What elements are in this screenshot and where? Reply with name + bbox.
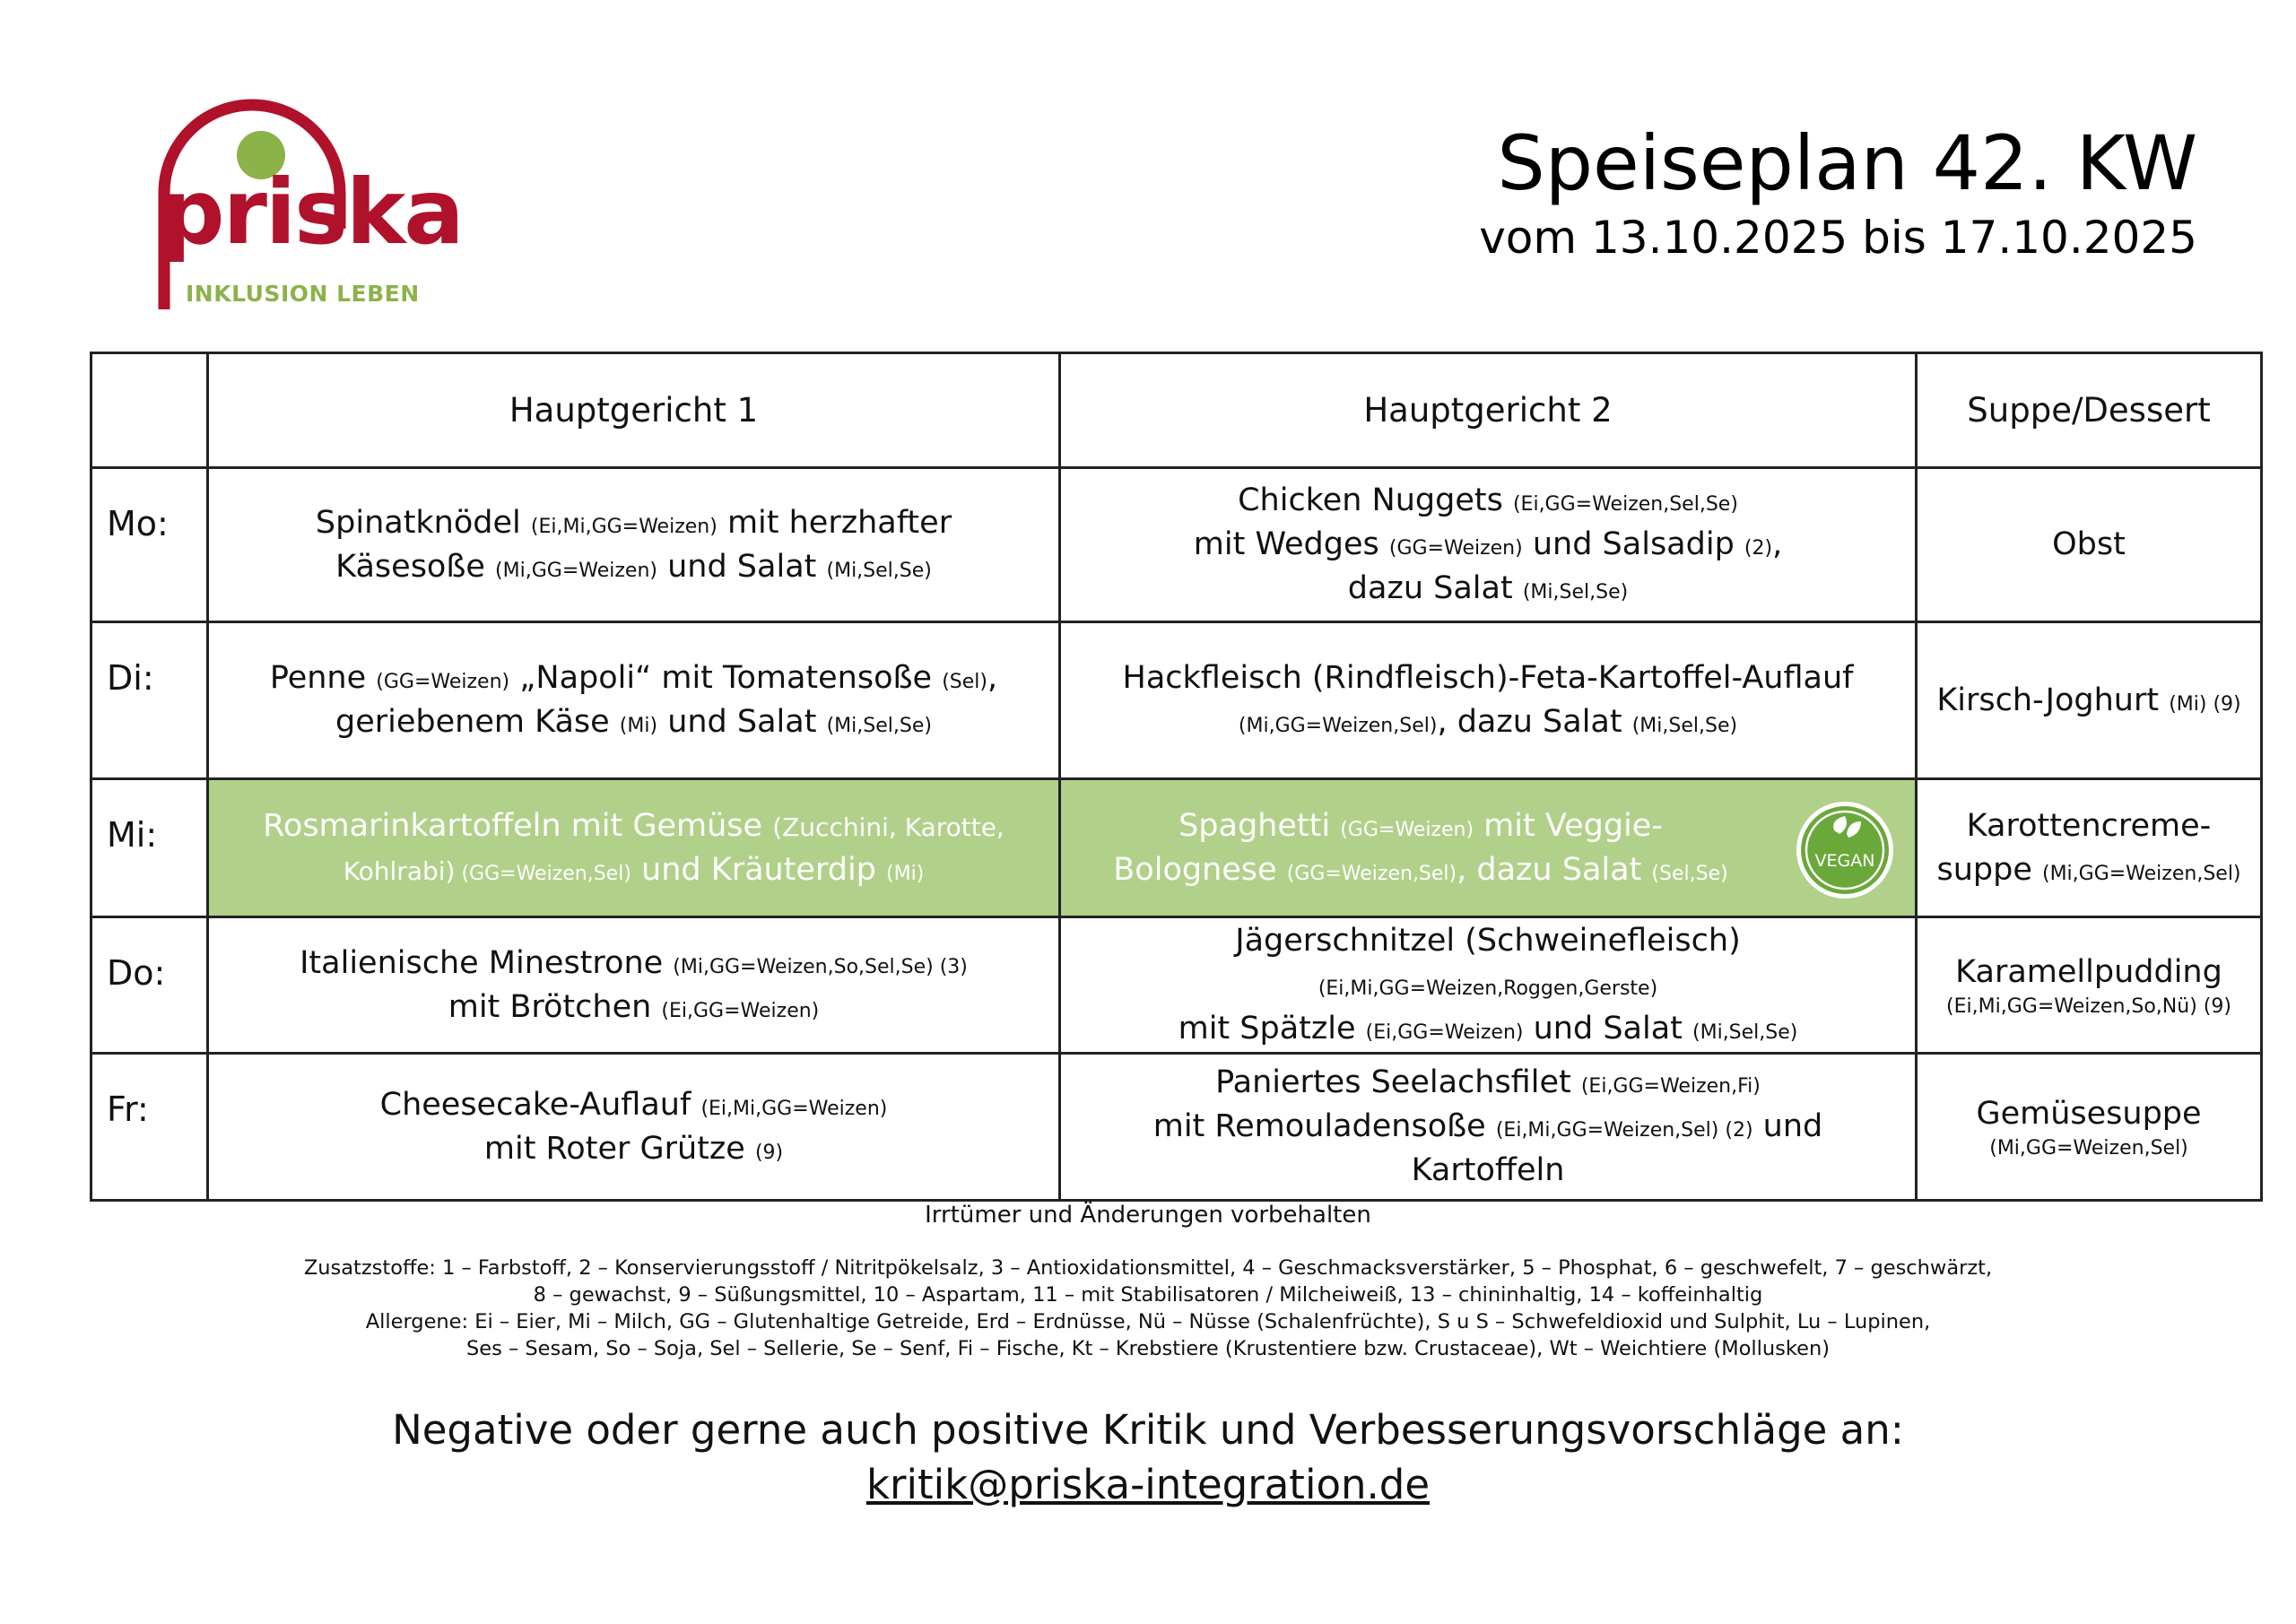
dish-line <box>1930 1092 2248 1136</box>
legend-line: 8 – gewachst, 9 – Süßungsmittel, 10 – Aspartam, 11 – mit Stabilisatoren / Milcheiweiß, 13 – chininhaltig, 14 – koffeinhaltig <box>533 1282 1763 1307</box>
date-range: vom 13.10.2025 bis 17.10.2025 <box>1479 212 2197 264</box>
main1-cell <box>208 1054 1060 1201</box>
day-label: Fr: <box>91 1054 208 1201</box>
dish-line <box>1930 848 2248 892</box>
allergen-note: (Ei,Mi,GG=Weizen,Sel) (2) <box>1495 1119 1753 1142</box>
dish-line <box>222 942 1046 986</box>
dish-text: (Zucchini, Karotte, <box>772 812 1004 842</box>
feedback-text: Negative oder gerne auch positive Kritik und Verbesserungsvorschläge an: <box>392 1406 1904 1454</box>
main1-cell-highlighted <box>208 779 1060 917</box>
dish-text: Spaghetti <box>1178 807 1341 844</box>
dish-line <box>222 804 1046 848</box>
additives-allergens-legend <box>233 1255 2063 1363</box>
col-header-main1: Hauptgericht 1 <box>208 353 1060 468</box>
legend-line: Allergene: Ei – Eier, Mi – Milch, GG – Glutenhaltige Getreide, Erd – Erdnüsse, Nü – Nüsse (Schalenfrüchte), S u S – Schwefeldioxid und Sulphit, Lu – Lupinen, <box>365 1309 1931 1333</box>
dish-text: und Kartoffeln <box>1411 1108 1823 1188</box>
day-label: Mo: <box>91 468 208 622</box>
dish-line <box>1074 1061 1902 1105</box>
legend-line: Zusatzstoffe: 1 – Farbstoff, 2 – Konservierungsstoff / Nitritpökelsalz, 3 – Antioxidationsmittel, 4 – Geschmacksverstärker, 5 – Phosphat, 6 – geschwefelt, 7 – geschwärzt, <box>303 1256 1993 1280</box>
dish-text: und Salat <box>657 548 827 585</box>
dish-text: mit Roter Grütze <box>483 1130 755 1167</box>
dish-text: Kohlrabi) <box>343 855 456 886</box>
legend-line: Ses – Sesam, So – Soja, Sel – Sellerie, Se – Senf, Fi – Fische, Kt – Krebstiere (Krustentiere bzw. Crustaceae), Wt – Weichtiere (Mollusken) <box>466 1336 1830 1360</box>
dish-text: und Salat <box>657 704 827 740</box>
main2-cell-highlighted <box>1060 779 1917 917</box>
dish-text: geriebenem Käse <box>335 704 620 740</box>
dish-text: dazu Salat <box>1347 570 1523 606</box>
dish-text: Käsesoße <box>335 548 496 585</box>
day-row <box>91 1054 2262 1201</box>
allergen-note: (Mi) (9) <box>2169 692 2241 716</box>
dish-line <box>1074 919 1902 1007</box>
dish-text: Jägerschnitzel (Schweinefleisch) <box>1235 923 1741 959</box>
side-cell <box>1917 779 2262 917</box>
dish-text: „Napoli“ mit Tomatensoße <box>509 660 943 696</box>
dish-text: Chicken Nuggets <box>1238 482 1513 518</box>
dish-text: Penne <box>269 660 377 696</box>
dish-text: mit Veggie- <box>1474 807 1663 844</box>
dish-line <box>1074 848 1768 892</box>
allergen-note: (Ei,Mi,GG=Weizen,Roggen,Gerste) <box>1318 977 1658 1000</box>
dish-line <box>1074 804 1768 848</box>
disclaimer: Irrtümer und Änderungen vorbehalten <box>925 1202 1371 1229</box>
main2-cell <box>1060 468 1917 622</box>
dish-line <box>222 1083 1046 1127</box>
dish-text: Cheesecake-Auflauf <box>379 1086 701 1123</box>
side-cell <box>1917 622 2262 779</box>
allergen-note: (Mi) <box>886 862 925 885</box>
feedback-email-row <box>0 1461 2296 1508</box>
dish-line <box>222 700 1046 744</box>
dish-text: Italienische Minestrone <box>300 944 674 981</box>
dish-line <box>1930 951 2248 994</box>
side-cell <box>1917 1054 2262 1201</box>
dish-text: Karamellpudding <box>1955 953 2222 990</box>
dish-line <box>1930 804 2248 848</box>
dish-text: , <box>1772 526 1783 562</box>
dish-text: Spinatknödel <box>315 504 531 541</box>
dish-text: Gemüsesuppe <box>1976 1095 2202 1132</box>
allergen-note: (GG=Weizen,Sel) <box>1286 862 1457 885</box>
side-cell <box>1917 917 2262 1054</box>
allergen-note: (Ei,Mi,GG=Weizen) <box>530 515 718 538</box>
dish-line <box>1074 656 1902 700</box>
allergen-note: (Ei,GG=Weizen) <box>661 999 820 1022</box>
dish-text: Bolognese <box>1113 851 1287 888</box>
allergen-note: (9) <box>754 1141 784 1164</box>
day-row <box>91 468 2262 622</box>
allergen-note: (Ei,GG=Weizen,Fi) <box>1580 1075 1761 1098</box>
allergen-note: (Sel) <box>942 671 987 693</box>
allergen-note: (Mi,Sel,Se) <box>1522 581 1629 604</box>
dish-line <box>222 986 1046 1029</box>
logo-tagline: INKLUSION LEBEN <box>186 281 420 307</box>
day-row <box>91 622 2262 779</box>
allergen-note: (Mi,GG=Weizen,Sel) <box>2041 862 2241 885</box>
allergen-note: (Ei,Mi,GG=Weizen,So,Nü) (9) <box>1946 994 2231 1018</box>
dish-line <box>222 848 1046 892</box>
dish-text: Paniertes Seelachsfilet <box>1215 1064 1581 1100</box>
vegan-badge-text: VEGAN <box>1814 851 1875 871</box>
col-header-main2: Hauptgericht 2 <box>1060 353 1917 468</box>
feedback-email-link[interactable]: kritik@priska-integration.de <box>865 1461 1431 1508</box>
dish-text: und Salsadip <box>1522 526 1744 562</box>
allergen-note: (GG=Weizen) <box>1388 537 1523 560</box>
main1-cell <box>208 622 1060 779</box>
logo-wordmark: priska <box>161 160 463 265</box>
header-row <box>91 353 2262 468</box>
day-row <box>91 779 2262 917</box>
dish-line <box>222 501 1046 545</box>
dish-line <box>1930 523 2248 567</box>
dish-text: und Salat <box>1523 1011 1693 1046</box>
allergen-note: (GG=Weizen,Sel) <box>455 862 631 885</box>
dish-text: mit herzhafter <box>717 504 952 541</box>
day-label: Do: <box>91 917 208 1054</box>
side-cell <box>1917 468 2262 622</box>
allergen-note: (Mi,Sel,Se) <box>826 715 932 737</box>
allergen-note: (Ei,GG=Weizen) <box>1365 1021 1524 1044</box>
menu-table <box>90 352 2263 1202</box>
allergen-note: (Mi,Sel,Se) <box>1631 715 1738 737</box>
day-label: Di: <box>91 622 208 779</box>
main2-cell <box>1060 622 1917 779</box>
day-row <box>91 917 2262 1054</box>
dish-text: mit Spätzle <box>1178 1011 1366 1046</box>
main2-cell <box>1060 917 1917 1054</box>
allergen-note: (GG=Weizen) <box>1340 818 1474 841</box>
dish-line <box>222 545 1046 589</box>
dish-text: suppe <box>1936 851 2042 888</box>
allergen-note: (Mi,GG=Weizen,Sel) <box>1989 1136 2188 1159</box>
dish-line <box>1074 1105 1902 1193</box>
dish-text: Rosmarinkartoffeln mit Gemüse <box>263 807 773 844</box>
dish-line <box>1930 1136 2248 1162</box>
dish-line <box>222 656 1046 700</box>
dish-line <box>1930 679 2248 723</box>
dish-text: und Kräuterdip <box>631 851 887 888</box>
allergen-note: (Mi,GG=Weizen,Sel) <box>1238 715 1438 737</box>
dish-text: mit Brötchen <box>448 988 662 1025</box>
allergen-note: (Mi) <box>619 715 658 737</box>
allergen-note: (GG=Weizen) <box>376 671 510 693</box>
col-header-side: Suppe/Dessert <box>1917 353 2262 468</box>
dish-text: mit Remouladensoße <box>1152 1108 1496 1144</box>
dish-text: , <box>987 660 998 696</box>
page-title: Speiseplan 42. KW <box>1497 119 2197 207</box>
header-empty-cell <box>91 353 208 468</box>
main1-cell <box>208 917 1060 1054</box>
dish-text: , dazu Salat <box>1457 851 1652 888</box>
dish-text: Karottencreme- <box>1966 807 2212 844</box>
dish-line <box>1074 700 1902 744</box>
allergen-note: (2) <box>1744 537 1773 560</box>
dish-text: Kirsch-Joghurt <box>1936 682 2170 718</box>
allergen-note: (Mi,Sel,Se) <box>826 559 932 582</box>
main1-cell <box>208 468 1060 622</box>
priska-logo <box>157 85 463 318</box>
dish-line <box>222 1127 1046 1171</box>
allergen-note: (Sel,Se) <box>1651 862 1728 885</box>
allergen-note: (Ei,Mi,GG=Weizen) <box>700 1097 888 1120</box>
dish-text: Obst <box>2052 526 2126 562</box>
dish-line <box>1074 567 1902 611</box>
main2-cell <box>1060 1054 1917 1201</box>
dish-text: mit Wedges <box>1193 526 1389 562</box>
dish-text: , dazu Salat <box>1437 704 1632 740</box>
day-label: Mi: <box>91 779 208 917</box>
dish-line <box>1074 1007 1902 1051</box>
dish-text: Hackfleisch (Rindfleisch)-Feta-Kartoffel-Auflauf <box>1122 660 1854 696</box>
allergen-note: (Mi,GG=Weizen,So,Sel,Se) (3) <box>673 955 968 978</box>
allergen-note: (Mi,Sel,Se) <box>1692 1021 1798 1044</box>
dish-line <box>1930 994 2248 1020</box>
allergen-note: (Mi,GG=Weizen) <box>495 559 657 582</box>
dish-line <box>1074 523 1902 567</box>
dish-text-block <box>1074 804 1902 892</box>
dish-line <box>1074 479 1902 523</box>
vegan-badge-icon <box>1795 800 1895 900</box>
allergen-note: (Ei,GG=Weizen,Sel,Se) <box>1512 493 1738 516</box>
